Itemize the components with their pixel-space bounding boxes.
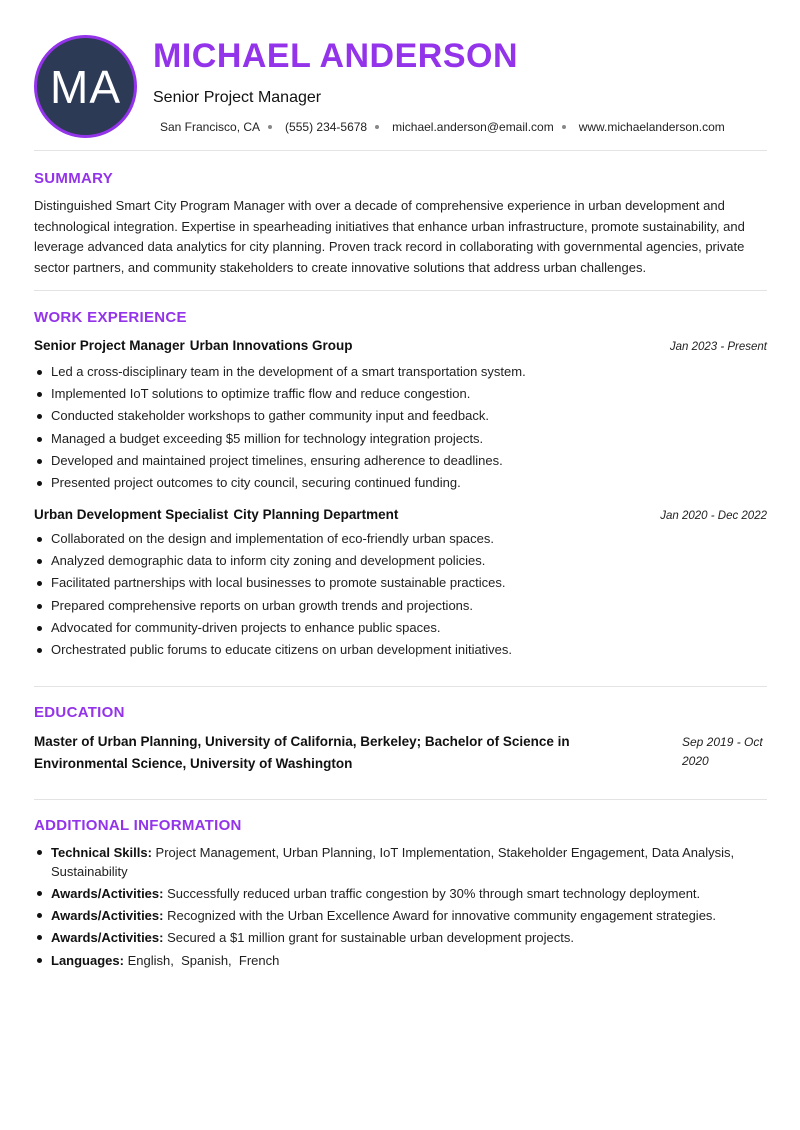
experience-heading: WORK EXPERIENCE	[34, 309, 187, 326]
additional-text: Recognized with the Urban Excellence Award for innovative community engagement strategies.	[167, 908, 717, 923]
job-company: City Planning Department	[233, 507, 399, 522]
contact-email[interactable]: michael.anderson@email.com	[392, 120, 554, 134]
avatar	[34, 35, 137, 138]
additional-heading: ADDITIONAL INFORMATION	[34, 817, 242, 834]
additional-item	[34, 906, 767, 925]
candidate-role: Senior Project Manager	[153, 89, 322, 106]
additional-item	[34, 951, 767, 970]
job-bullet: Prepared comprehensive reports on urban growth trends and projections.	[34, 595, 767, 617]
additional-label: Technical Skills:	[51, 845, 152, 860]
job-bullets	[34, 361, 767, 494]
job-bullet: Led a cross-disciplinary team in the development of a smart transportation system.	[34, 361, 767, 383]
job-bullet: Orchestrated public forums to educate citizens on urban development initiatives.	[34, 639, 767, 661]
contact-website[interactable]: www.michaelanderson.com	[578, 120, 725, 134]
divider	[34, 290, 767, 291]
additional-label: Awards/Activities:	[51, 886, 164, 901]
separator-dot	[562, 125, 566, 129]
additional-text: Project Management, Urban Planning, IoT Implementation, Stakeholder Engagement, Data Analysis, Sustainability	[51, 845, 735, 879]
job-bullet: Conducted stakeholder workshops to gather community input and feedback.	[34, 405, 767, 427]
job-bullet: Collaborated on the design and implementation of eco-friendly urban spaces.	[34, 528, 767, 550]
additional-label: Languages:	[51, 953, 124, 968]
additional-text: English, Spanish, French	[127, 953, 280, 968]
additional-label: Awards/Activities:	[51, 908, 164, 923]
contact-line	[160, 120, 725, 134]
education-entry	[34, 731, 767, 775]
job-bullets	[34, 528, 767, 661]
resume-page	[34, 0, 767, 1130]
education-heading: EDUCATION	[34, 704, 125, 721]
job-bullet: Advocated for community-driven projects to enhance public spaces.	[34, 617, 767, 639]
job-header	[34, 507, 767, 522]
divider	[34, 686, 767, 687]
additional-list	[34, 843, 767, 973]
additional-item	[34, 928, 767, 947]
contact-phone: (555) 234-5678	[285, 120, 368, 134]
summary-heading: SUMMARY	[34, 170, 114, 187]
additional-item	[34, 884, 767, 903]
job-bullet: Implemented IoT solutions to optimize traffic flow and reduce congestion.	[34, 383, 767, 405]
job-company: Urban Innovations Group	[189, 338, 353, 353]
job-bullet: Facilitated partnerships with local businesses to promote sustainable practices.	[34, 572, 767, 594]
job-position: Senior Project Manager	[34, 338, 185, 353]
job-position: Urban Development Specialist	[34, 507, 229, 522]
job-dates: Jan 2023 - Present	[669, 341, 767, 353]
contact-location: San Francisco, CA	[160, 120, 261, 134]
job-bullet: Presented project outcomes to city council, securing continued funding.	[34, 472, 767, 494]
job-title	[34, 507, 398, 522]
job-title	[34, 338, 353, 353]
candidate-name: MICHAEL ANDERSON	[153, 37, 519, 75]
summary-text: Distinguished Smart City Program Manager with over a decade of comprehensive experience in urban development and technological integration. Expertise in spearheading initiatives that enhance urban infrastructure, promote sustainability, and leverage advanced data analytics for city planning. Proven track record in collaborating with governmental agencies, private sector partners, and community stakeholders to create innovative solutions that address urban challenges.	[34, 198, 745, 275]
avatar-initials: MA	[50, 60, 121, 113]
education-dates: Sep 2019 - Oct 2020	[682, 735, 763, 768]
job-bullet: Managed a budget exceeding $5 million for technology integration projects.	[34, 428, 767, 450]
separator-dot	[375, 125, 379, 129]
additional-item	[34, 843, 767, 881]
additional-text: Successfully reduced urban traffic congestion by 30% through smart technology deployment.	[167, 886, 701, 901]
job-header	[34, 338, 767, 353]
additional-label: Awards/Activities:	[51, 930, 164, 945]
job-dates: Jan 2020 - Dec 2022	[660, 510, 767, 522]
additional-text: Secured a $1 million grant for sustainable urban development projects.	[167, 930, 574, 945]
job-bullet: Developed and maintained project timelines, ensuring adherence to deadlines.	[34, 450, 767, 472]
separator-dot	[268, 125, 272, 129]
divider	[34, 799, 767, 800]
job-bullet: Analyzed demographic data to inform city zoning and development policies.	[34, 550, 767, 572]
education-degree: Master of Urban Planning, University of California, Berkeley; Bachelor of Science in Environmental Science, University of Washington	[34, 734, 570, 771]
divider	[34, 150, 767, 151]
